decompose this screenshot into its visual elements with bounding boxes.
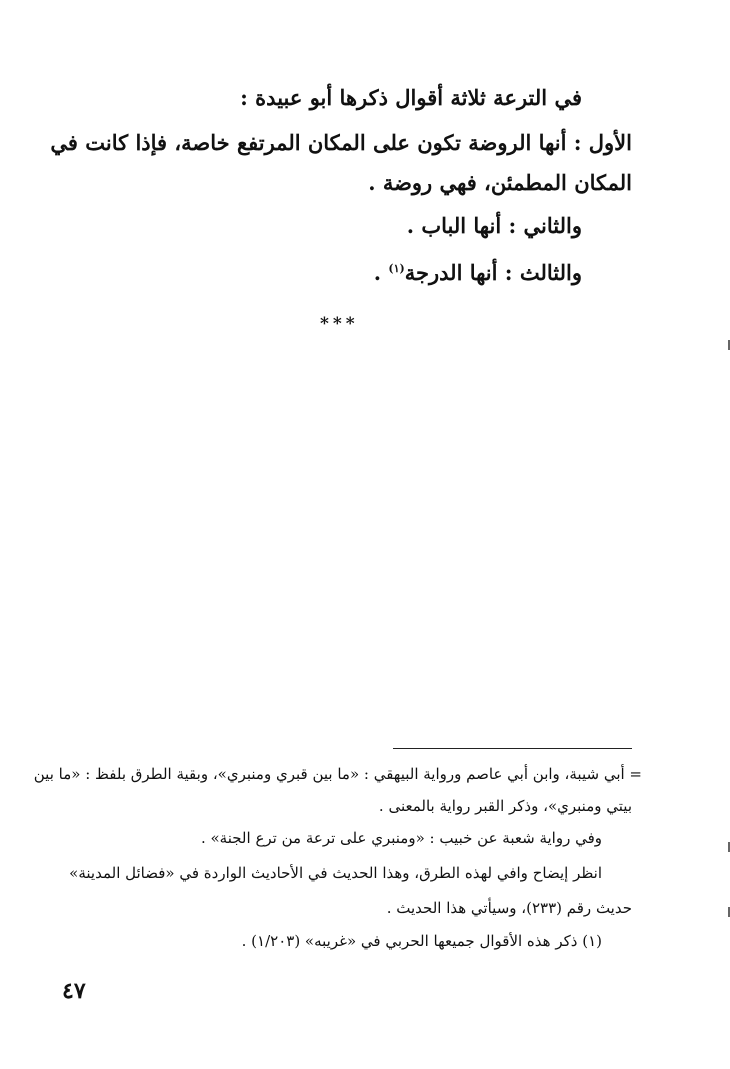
footnote-line-2: بيتي ومنبري»، وذكر القبر رواية بالمعنى . (378, 797, 632, 815)
second-opinion-label: والثاني : (508, 213, 582, 238)
third-opinion-label: والثالث : (504, 260, 582, 285)
first-opinion-text: أنها الروضة تكون على المكان المرتفع خاصة، فإذا كانت في (50, 130, 574, 155)
footnote-line-6: (١) ذكر هذه الأقوال جميعها الحربي في «غريبه» (١/٢٠٣) . (241, 932, 602, 950)
first-opinion-continuation: المكان المطمئن، فهي روضة . (368, 170, 632, 195)
footnote-line-1: = أبي شيبة، وابن أبي عاصم ورواية البيهقي : «ما بين قبري ومنبري»، وبقية الطرق بلفظ : «ما بين (33, 765, 642, 783)
third-opinion-text: أنها الدرجة (404, 260, 505, 285)
second-opinion-line (407, 213, 582, 238)
second-opinion-text: أنها الباب . (406, 213, 509, 238)
footnote-reference: (١) (388, 262, 405, 275)
section-separator: *** (320, 314, 359, 334)
third-opinion-line (374, 260, 582, 285)
footnote-line-4: انظر إيضاح وافي لهذه الطرق، وهذا الحديث في الأحاديث الواردة في «فضائل المدينة» (69, 864, 602, 882)
footnote-rule (393, 748, 632, 749)
first-opinion-label: الأول : (573, 130, 632, 155)
third-opinion-end: . (373, 260, 389, 285)
intro-line: في الترعة ثلاثة أقوال ذكرها أبو عبيدة : (240, 85, 582, 110)
first-opinion-line (50, 130, 632, 155)
page-number: ٤٧ (62, 978, 86, 1004)
footnote-line-3: وفي رواية شعبة عن خبيب : «ومنبري على ترعة من ترع الجنة» . (200, 829, 602, 847)
footnote-line-5: حديث رقم (٢٣٣)، وسيأتي هذا الحديث . (386, 899, 632, 917)
